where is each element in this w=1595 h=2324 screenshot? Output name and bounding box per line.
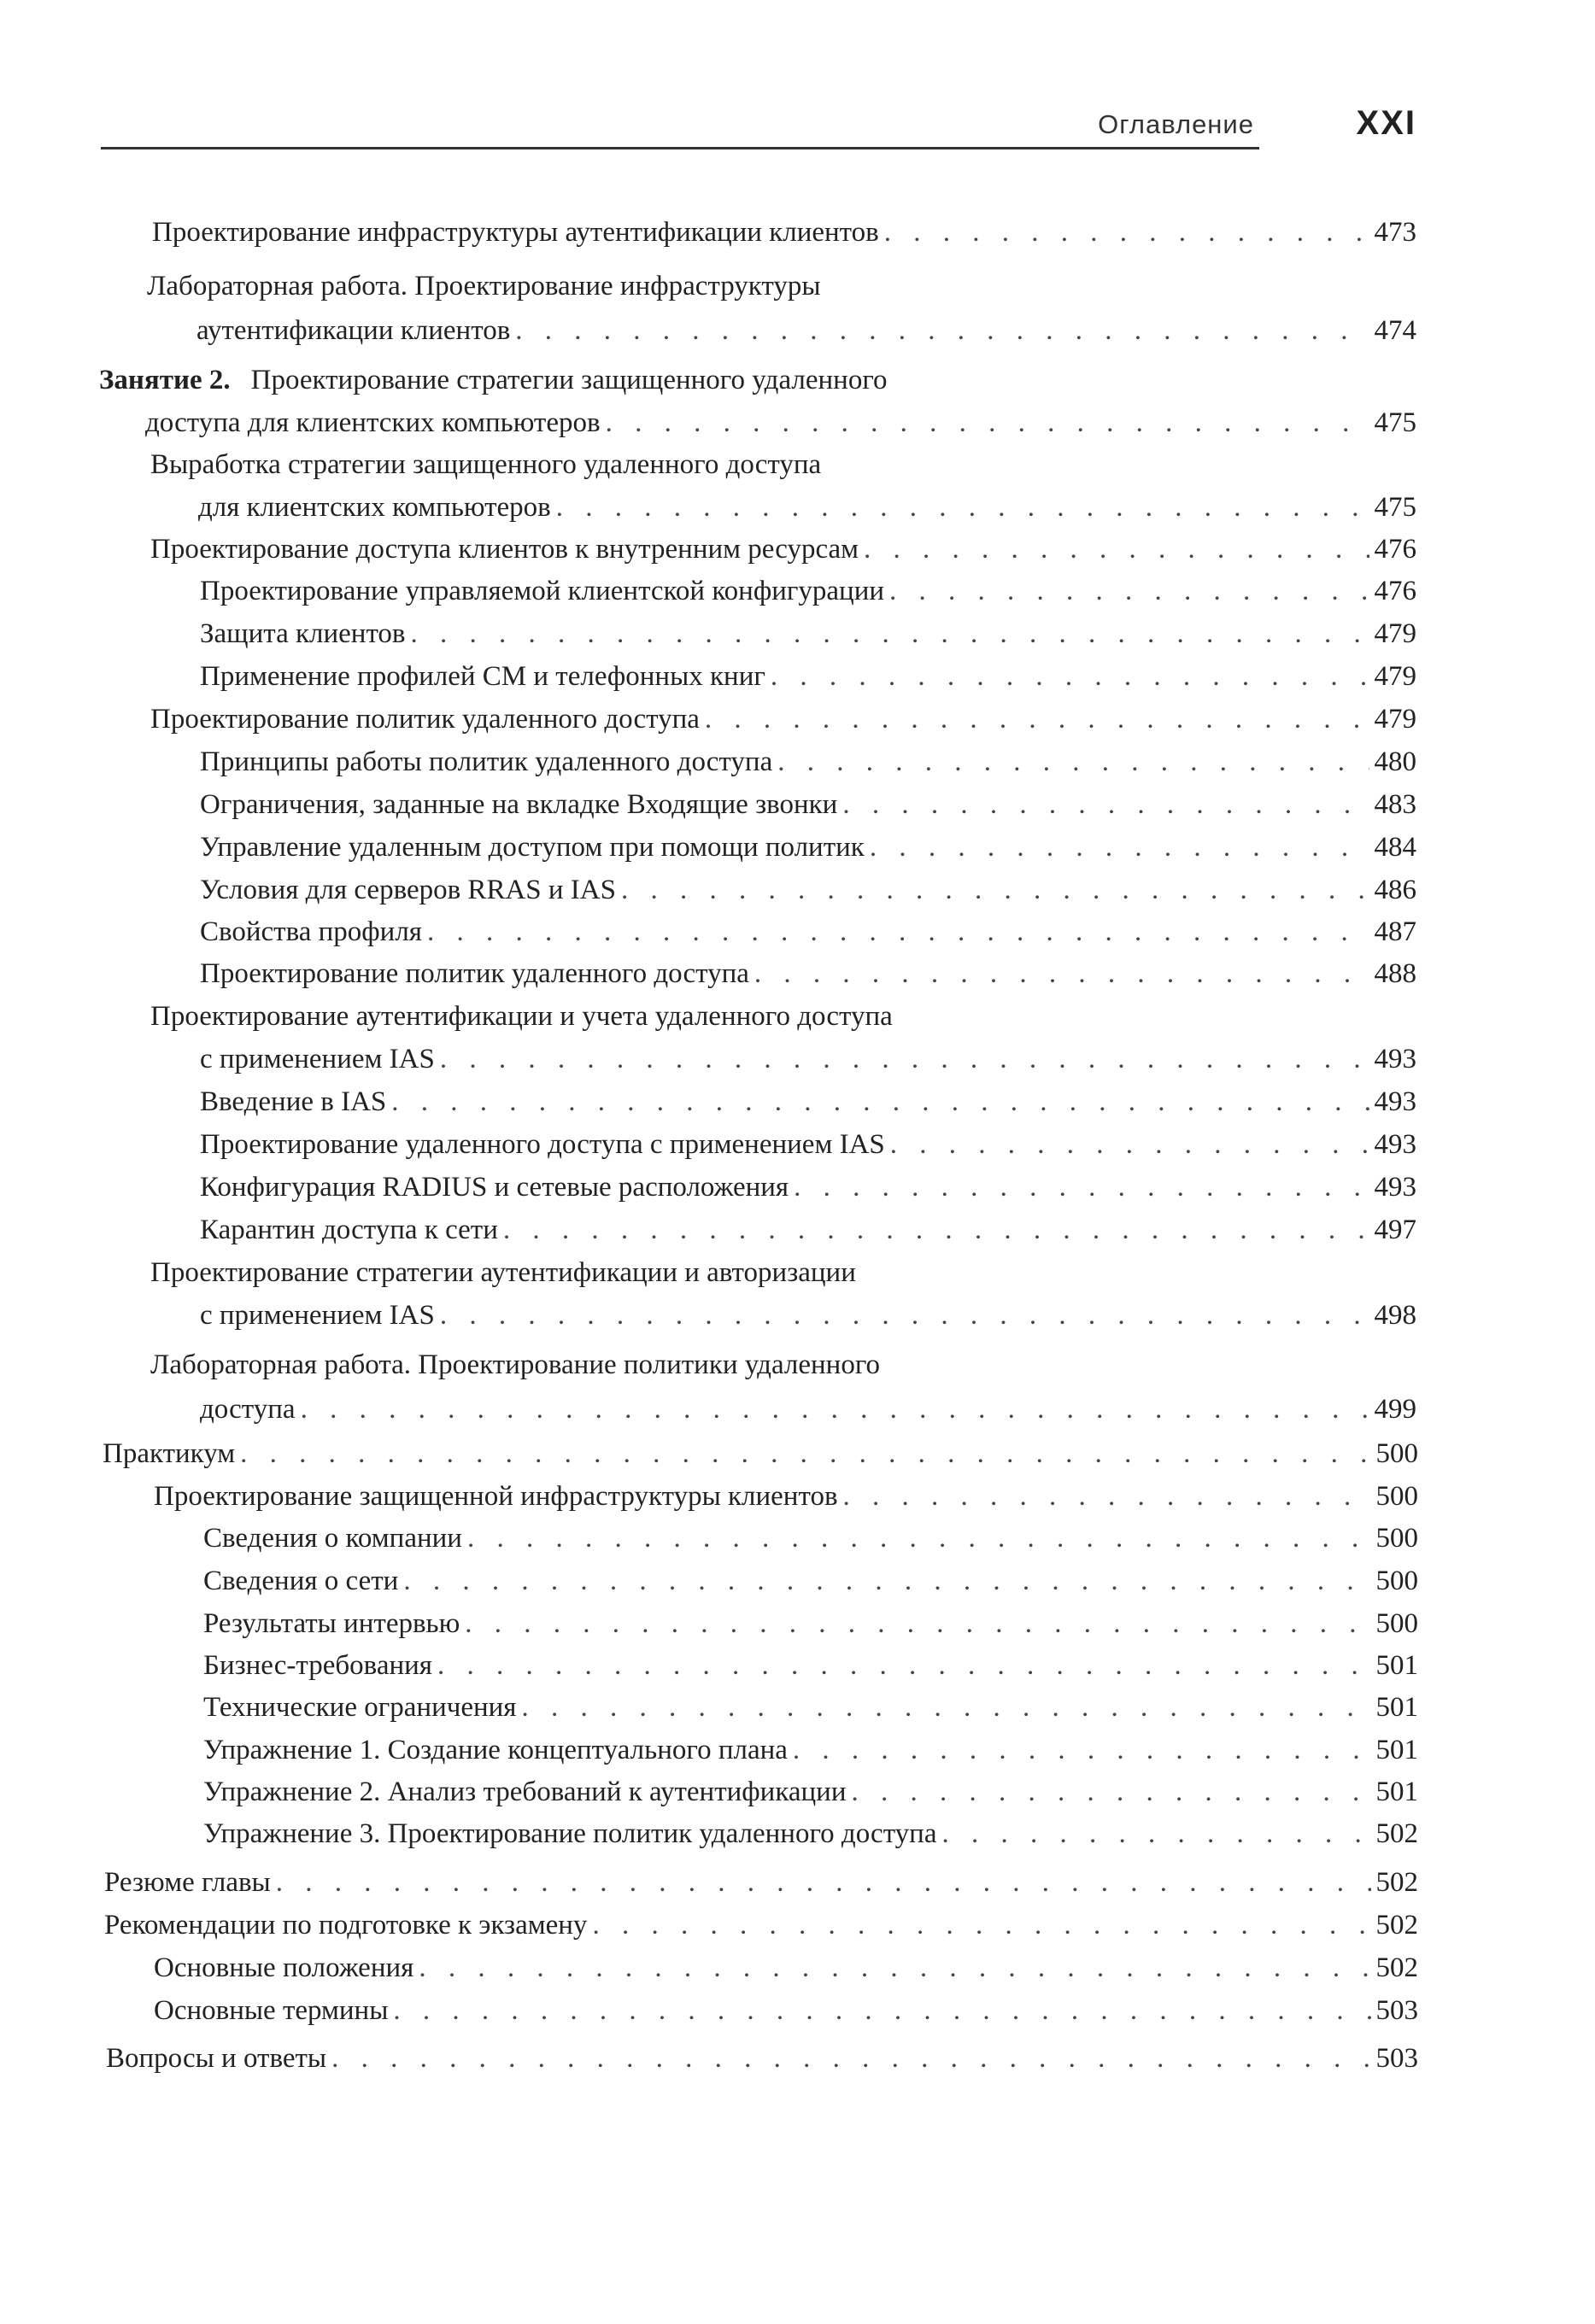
toc-entry-page: 479	[1374, 704, 1416, 735]
dot-leader	[941, 1817, 1370, 1851]
toc-entry-text: Упражнение 3. Проектирование политик удаленного доступа	[203, 1818, 937, 1849]
toc-entry-text: Сведения о сети	[203, 1566, 399, 1596]
dot-leader	[467, 1521, 1371, 1555]
dot-leader	[889, 574, 1369, 608]
dot-leader	[852, 1775, 1371, 1809]
toc-entry-text: Рекомендации по подготовке к экзамену	[104, 1910, 588, 1941]
toc-entry-page: 486	[1374, 875, 1416, 905]
toc-entry	[200, 787, 1416, 822]
toc-entry	[154, 1993, 1418, 2028]
toc-entry-text: Сведения о компании	[203, 1523, 462, 1554]
toc-entry	[203, 1775, 1418, 1809]
header-rule	[101, 147, 1259, 149]
toc-entry-text: Ограничения, заданные на вкладке Входящие звонки	[200, 789, 838, 820]
dot-leader	[793, 1733, 1371, 1767]
toc-entry-page: 500	[1375, 1608, 1418, 1639]
toc-entry-page: 476	[1374, 534, 1416, 565]
toc-entry-page: 493	[1374, 1129, 1416, 1160]
dot-leader	[705, 702, 1369, 736]
dot-leader	[331, 2041, 1370, 2075]
toc-entry-text: Лабораторная работа. Проектирование политики удаленного	[150, 1349, 881, 1380]
toc-entry-page: 473	[1374, 217, 1416, 248]
running-header	[101, 104, 1416, 152]
toc-entry	[150, 532, 1416, 566]
toc-entry-text: Условия для серверов RRAS и IAS	[200, 875, 616, 905]
toc-entry-text: Лабораторная работа. Проектирование инфраструктуры	[147, 271, 821, 301]
dot-leader	[521, 1690, 1370, 1724]
toc-entry	[203, 1733, 1418, 1767]
toc-entry-text: Проектирование политик удаленного доступа	[150, 704, 700, 735]
toc-entry-text: Карантин доступа к сети	[200, 1215, 498, 1245]
toc-entry-page: 502	[1375, 1952, 1418, 1983]
toc-entry	[150, 1348, 1416, 1426]
toc-entry-text-cont: для клиентских компьютеров	[198, 492, 551, 523]
toc-entry-text: Практикум	[103, 1438, 236, 1469]
toc-entry	[200, 617, 1416, 651]
toc-entry-text: Защита клиентов	[200, 618, 406, 649]
toc-entry	[200, 1127, 1416, 1162]
toc-entry-page: 503	[1375, 1995, 1418, 2026]
toc-entry-page: 488	[1374, 958, 1416, 989]
dot-leader	[870, 830, 1369, 864]
toc-entry-text: Основные термины	[154, 1995, 389, 2026]
toc-entry-page: 487	[1374, 916, 1416, 947]
toc-entry-section	[103, 1437, 1418, 1471]
dot-leader	[403, 1564, 1370, 1598]
toc-entry-page: 476	[1374, 576, 1416, 606]
toc-entry-section	[104, 1908, 1418, 1942]
toc-entry-page: 493	[1374, 1172, 1416, 1203]
toc-entry	[200, 1085, 1416, 1119]
toc-entry-page: 499	[1374, 1394, 1416, 1425]
toc-entry-page: 475	[1374, 492, 1416, 523]
toc-entry-page: 483	[1374, 789, 1416, 820]
toc-entry	[200, 957, 1416, 991]
dot-leader	[391, 1085, 1369, 1119]
toc-entry-lesson	[99, 363, 1416, 440]
dot-leader	[301, 1392, 1369, 1426]
dot-leader	[777, 745, 1369, 779]
toc-entry	[200, 830, 1416, 864]
toc-entry-page: 502	[1375, 1818, 1418, 1849]
toc-entry-text: Основные положения	[154, 1952, 414, 1983]
dot-leader	[515, 313, 1369, 348]
toc-entry-text: Проектирование аутентификации и учета удаленного доступа	[150, 1001, 893, 1032]
dot-leader	[890, 1127, 1369, 1162]
toc-entry-page: 474	[1374, 315, 1416, 346]
toc-entry-section	[106, 2041, 1418, 2075]
dot-leader	[556, 490, 1369, 524]
toc-entry	[203, 1607, 1418, 1641]
toc-entry-page: 502	[1375, 1867, 1418, 1898]
dot-leader	[437, 1648, 1371, 1683]
toc-entry-text: Технические ограничения	[203, 1692, 517, 1723]
toc-entry-page: 479	[1374, 661, 1416, 692]
toc-entry	[152, 215, 1416, 249]
dot-leader	[240, 1437, 1370, 1471]
toc-entry	[203, 1564, 1418, 1598]
toc-entry	[200, 1213, 1416, 1247]
dot-leader	[794, 1170, 1369, 1204]
toc-entry	[203, 1521, 1418, 1555]
dot-leader	[411, 617, 1369, 651]
toc-entry-page: 484	[1374, 832, 1416, 863]
toc-entry-text: Проектирование стратегии аутентификации и авторизации	[150, 1257, 856, 1288]
toc-entry-page: 493	[1374, 1044, 1416, 1074]
toc-entry-page: 493	[1374, 1086, 1416, 1117]
toc-entry-text: Проектирование защищенной инфраструктуры клиентов	[154, 1481, 838, 1512]
toc-entry-page: 501	[1375, 1735, 1418, 1765]
dot-leader	[842, 787, 1369, 822]
dot-leader	[864, 532, 1369, 566]
toc-entry-page: 479	[1374, 618, 1416, 649]
toc-entry-text: Введение в IAS	[200, 1086, 387, 1117]
toc-entry-page: 475	[1374, 407, 1416, 438]
toc-entry-page: 501	[1375, 1692, 1418, 1723]
dot-leader	[440, 1042, 1369, 1076]
toc-entry	[150, 1256, 1416, 1332]
toc-entry-text: Проектирование управляемой клиентской конфигурации	[200, 576, 885, 606]
toc-entry-page: 501	[1375, 1777, 1418, 1807]
dot-leader	[843, 1479, 1371, 1513]
dot-leader	[754, 957, 1369, 991]
toc-entry-text-cont: с применением IAS	[200, 1044, 435, 1074]
toc-entry	[150, 702, 1416, 736]
dot-leader	[419, 1951, 1370, 1985]
toc-entry	[200, 574, 1416, 608]
header-page-number: XXI	[1356, 104, 1416, 142]
toc-entry-text: Проектирование удаленного доступа с применением IAS	[200, 1129, 885, 1160]
toc-entry-text: Вопросы и ответы	[106, 2043, 327, 2074]
dot-leader	[592, 1908, 1370, 1942]
toc-entry	[203, 1648, 1418, 1683]
dot-leader	[606, 406, 1369, 440]
toc-entry-text: Конфигурация RADIUS и сетевые расположения	[200, 1172, 789, 1203]
toc-entry-page: 503	[1375, 2043, 1418, 2074]
toc-entry-text: Принципы работы политик удаленного доступа	[200, 746, 773, 777]
toc-entry-text-cont: с применением IAS	[200, 1300, 435, 1331]
toc-entry	[150, 448, 1416, 524]
toc-entry-text: Выработка стратегии защищенного удаленного доступа	[150, 449, 822, 480]
dot-leader	[393, 1993, 1370, 2028]
dot-leader	[884, 215, 1369, 249]
dot-leader	[427, 915, 1369, 949]
toc-entry-text: Проектирование инфраструктуры аутентификации клиентов	[152, 217, 879, 248]
toc-entry	[147, 269, 1416, 348]
toc-entry	[200, 1170, 1416, 1204]
toc-entry-text-cont: аутентификации клиентов	[196, 315, 511, 346]
toc-entry	[203, 1690, 1418, 1724]
dot-leader	[771, 659, 1369, 694]
dot-leader	[503, 1213, 1369, 1247]
toc-entry-page: 500	[1375, 1566, 1418, 1596]
toc-entry-text: Проектирование доступа клиентов к внутренним ресурсам	[150, 534, 859, 565]
toc-entry-text: Управление удаленным доступом при помощи политик	[200, 832, 865, 863]
toc-entry-page: 500	[1375, 1523, 1418, 1554]
toc-entry-page: 502	[1375, 1910, 1418, 1941]
toc-entry	[200, 915, 1416, 949]
toc-entry-text: Упражнение 1. Создание концептуального плана	[203, 1735, 788, 1765]
toc-entry-text: Применение профилей CM и телефонных книг	[200, 661, 765, 692]
dot-leader	[465, 1607, 1370, 1641]
lesson-label: Занятие 2.	[99, 365, 231, 395]
toc-entry-text: Резюме главы	[104, 1867, 271, 1898]
toc-entry	[154, 1951, 1418, 1985]
toc-entry-page: 500	[1375, 1438, 1418, 1469]
header-title: Оглавление	[1098, 109, 1254, 139]
toc-entry-text: Свойства профиля	[200, 916, 422, 947]
toc-entry-page: 480	[1374, 746, 1416, 777]
toc-entry-page: 501	[1375, 1650, 1418, 1681]
toc-entry	[150, 999, 1416, 1076]
toc-entry	[154, 1479, 1418, 1513]
toc-entry-text: Результаты интервью	[203, 1608, 460, 1639]
toc-entry-text-cont: доступа	[200, 1394, 296, 1425]
toc-entry-text: Бизнес-требования	[203, 1650, 432, 1681]
toc-entry-page: 497	[1374, 1215, 1416, 1245]
dot-leader	[276, 1865, 1371, 1900]
toc-entry-page: 498	[1374, 1300, 1416, 1331]
toc-entry	[203, 1817, 1418, 1851]
toc-entry	[200, 659, 1416, 694]
toc-entry	[200, 745, 1416, 779]
toc-entry-text: Упражнение 2. Анализ требований к аутентификации	[203, 1777, 847, 1807]
dot-leader	[621, 873, 1369, 907]
toc-entry-text: Проектирование политик удаленного доступа	[200, 958, 749, 989]
toc-entry	[200, 873, 1416, 907]
toc-entry-text: Проектирование стратегии защищенного удаленного	[250, 365, 888, 395]
toc-entry-text-cont: доступа для клиентских компьютеров	[145, 407, 601, 438]
toc-entry-section	[104, 1865, 1418, 1900]
dot-leader	[440, 1298, 1369, 1332]
toc-entry-page: 500	[1375, 1481, 1418, 1512]
